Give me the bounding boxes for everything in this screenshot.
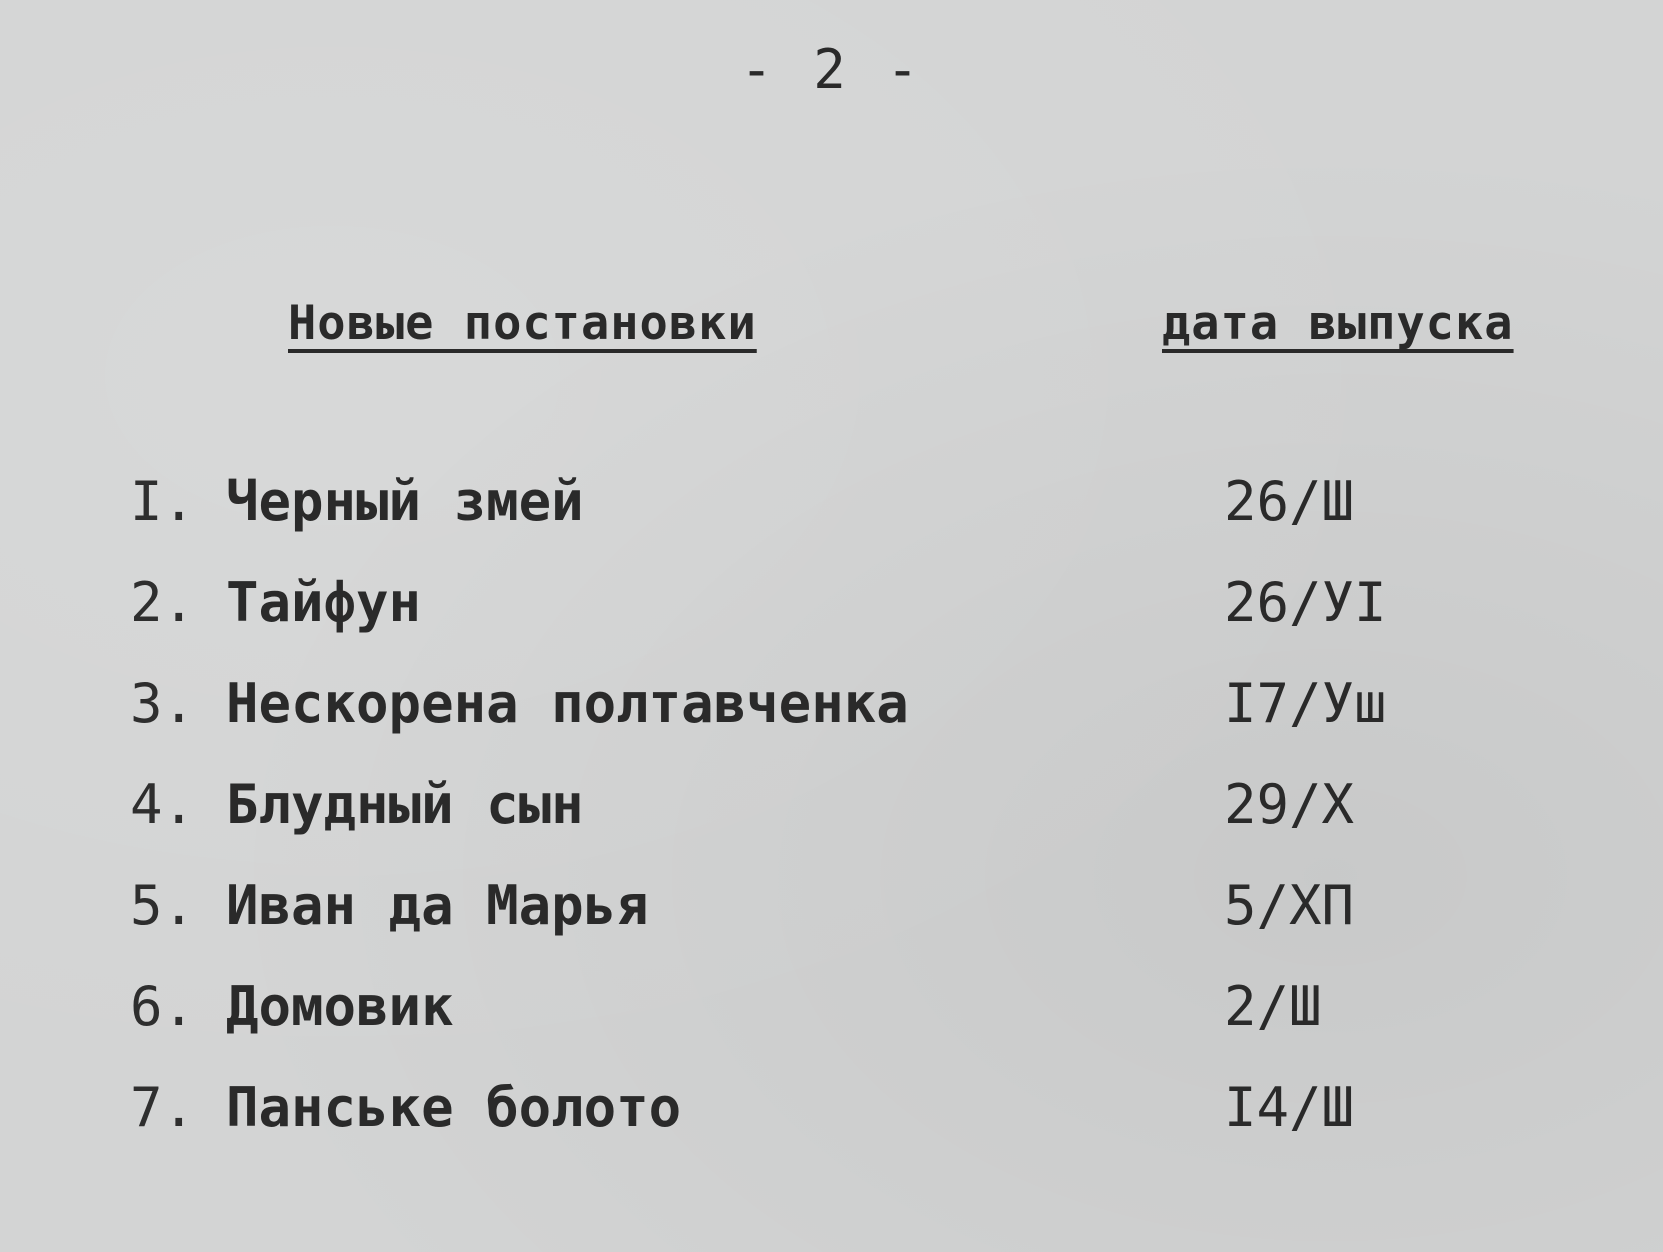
column-header-productions: Новые постановки bbox=[288, 296, 757, 351]
production-title: Нескорена полтавченка bbox=[226, 672, 909, 735]
list-item bbox=[0, 470, 1663, 571]
item-number: 3. bbox=[130, 672, 196, 735]
list-item bbox=[0, 773, 1663, 874]
item-number: 4. bbox=[130, 773, 196, 836]
list-item bbox=[0, 975, 1663, 1076]
production-title: Черный змей bbox=[226, 470, 584, 533]
release-date: 26/УI bbox=[1224, 571, 1387, 634]
production-title: Панське болото bbox=[226, 1076, 682, 1139]
list-item bbox=[0, 874, 1663, 975]
production-title: Блудный сын bbox=[226, 773, 584, 836]
release-date: 5/ХП bbox=[1224, 874, 1355, 937]
release-date: I7/Уш bbox=[1224, 672, 1387, 735]
release-date: 29/Х bbox=[1224, 773, 1355, 836]
column-header-release-date: дата выпуска bbox=[1162, 296, 1514, 351]
list-item bbox=[0, 1076, 1663, 1177]
item-number: 5. bbox=[130, 874, 196, 937]
item-number: 7. bbox=[130, 1076, 196, 1139]
production-title: Тайфун bbox=[226, 571, 422, 634]
release-date: 2/Ш bbox=[1224, 975, 1322, 1038]
productions-list bbox=[0, 470, 1663, 1177]
release-date: 26/Ш bbox=[1224, 470, 1355, 533]
production-title: Домовик bbox=[226, 975, 454, 1038]
page-number: - 2 - bbox=[740, 38, 923, 101]
list-item bbox=[0, 672, 1663, 773]
release-date: I4/Ш bbox=[1224, 1076, 1355, 1139]
production-title: Иван да Марья bbox=[226, 874, 649, 937]
list-item bbox=[0, 571, 1663, 672]
item-number: I. bbox=[130, 470, 196, 533]
item-number: 6. bbox=[130, 975, 196, 1038]
item-number: 2. bbox=[130, 571, 196, 634]
